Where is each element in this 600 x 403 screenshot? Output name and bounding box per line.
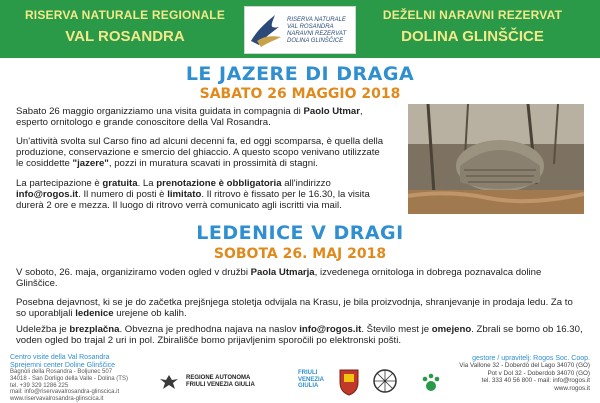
fvg-line1: FRIULI [298,370,318,376]
text-run: V soboto, 26. maja, organiziramo voden ogled v družbi [16,267,251,278]
guide-name: Paola Utmarja [250,267,315,278]
website-link[interactable]: www.rogos.it [554,384,590,392]
italian-title: LE JAZERE DI DRAGA [185,63,415,85]
logo-text [287,17,346,45]
eagle-emblem-icon [158,373,180,391]
ledenice-term: ledenice [75,308,114,320]
address-line: 34018 - San Dorligo della Valle - Dolina (TS) [10,375,128,382]
slovenian-date: SOBOTA 26. MAJ 2018 [213,246,387,262]
text-run: . Zbrali se bomo ob 16.30, voden ogled bo trajal 2 uri in pol. Zbirališče bomo prijavljenim sporočili po elektronski pošti. [16,324,583,347]
header-band [0,0,600,58]
website-link[interactable]: www.riservavalrosandra-glinscica.it [10,396,104,403]
visitor-center-title-it: Centro visite della Val Rosandra [10,354,110,361]
text-run: Sabato 26 maggio organizziamo una visita guidata in compagnia di [16,106,304,117]
address-line: Bagnoli della Rosandra - Boljunec 507 [10,369,113,375]
text-run: . Il numero di posti è [78,189,168,201]
visitor-center-title-sl: Sprejemni center Doline Glinščice [10,361,116,369]
paw-print-icon [420,372,442,394]
guide-name: Paolo Utmar [303,106,360,117]
limited-label: limitato [167,189,202,201]
free-label: gratuita [102,178,138,189]
municipality-crest-icon [338,366,360,396]
jazere-term: "jazere" [72,158,109,170]
email-link[interactable]: info@rogos.it [299,324,362,335]
text-run: , izvedenega ornitologa in dobrega poznavalca doline Glinščice. [16,267,542,290]
text-run: Posebna dejavnost, ki se je do začetka prejšnjega stoletja odvijala na Krasu, je bila proizvodnja, shranjevanje in prodaja ledu. Za to so uporabljali [16,297,573,320]
region-line2: FRIULI VENEZIA GIULIA [186,382,255,388]
free-label: brezplačna [69,324,120,335]
sponsor-logos [150,360,450,400]
bird-logo-icon [249,11,285,49]
address-line: Via Vallone 32 - Doberdò del Lago 34070 (GO) [459,362,590,370]
phone-line: tel. +39 329 1286 225 [10,382,69,389]
slovenian-title: LEDENICE V DRAGI [196,222,404,244]
italian-paragraph-1 [16,106,386,128]
logo-line1: RISERVA NATURALE [287,17,346,23]
limited-label: omejeno [431,324,472,335]
text-run: Udeležba je [16,324,70,335]
text-run: La partecipazione è [16,178,103,189]
text-run: Un'attività svolta sul Carso fino ad alcuni decenni fa, ed oggi scomparsa, è quella della produzione, conservazione e smercio del ghiaccio. A questo scopo venivano utilizzate le cosiddette [16,136,384,170]
mail-line[interactable]: mail: info@riservavalrosandra-glinscica.it [10,389,120,396]
text-run: , pozzi in muratura scavati in prossimità di stagni. [108,158,318,170]
text-run: . Obvezna je predhodna najava na naslov [119,324,300,335]
icehouse-photo-art [408,104,584,214]
italian-paragraph-3 [16,178,386,212]
icehouse-photo [408,104,584,214]
region-line1: REGIONE AUTONOMA [186,375,251,381]
text-run: . Število mest je [361,324,432,335]
footer-operator [448,355,590,392]
logo-line4: DOLINA GLINŠČICE [287,38,344,44]
fvg-logo [298,370,330,394]
region-logo [158,373,288,391]
header-left-line1: RISERVA NATURALE REGIONALE [24,8,226,22]
address-line: Pot v Dol 32 - Doberdob 34070 (GO) [487,369,590,377]
slovenian-paragraph-1 [16,267,584,289]
fvg-line3: GIULIA [298,383,319,389]
text-run: all'indirizzo [281,178,331,189]
header-left-line2: VAL ROSANDRA [65,28,185,45]
header-right-line2: DOLINA GLINŠČICE [401,28,544,45]
italian-paragraph-2 [16,136,386,170]
operator-title: gestore / upravitelj: Rogos Soc. Coop. [472,355,590,362]
logo-line3: NARAVNI REZERVAT [287,31,347,37]
header-left [20,8,230,45]
italian-date: SABATO 26 MAGGIO 2018 [199,86,401,102]
text-run: , esperto ornitologo e grande conoscitore della Val Rosandra. [16,106,363,129]
wheel-emblem-icon [372,366,398,396]
region-text [186,375,255,389]
slovenian-paragraph-3 [16,324,584,346]
footer-visitor-center [10,354,160,403]
contact-line[interactable]: tel. 333 40 56 800 - mail: info@rogos.it [481,377,590,385]
logo-line2: VAL ROSANDRA [287,24,334,30]
reserve-logo [244,6,356,54]
email-link[interactable]: info@rogos.it [16,189,79,201]
booking-required: prenotazione è obbligatoria [156,178,282,189]
header-right-line1: DEŽELNI NARAVNI REZERVAT [382,8,563,22]
slovenian-paragraph-2 [16,297,584,319]
fvg-line2: VENEZIA [298,376,325,383]
text-run: . Il ritrovo è fissato per le 16.30, la visita durerà 2 ore e mezza. Il luogo di ritrovo verrà comunicato agli iscritti via mail. [16,189,370,212]
header-right [365,8,580,45]
text-run: urejene ob kalih. [113,308,187,320]
text-run: . La [137,178,157,189]
